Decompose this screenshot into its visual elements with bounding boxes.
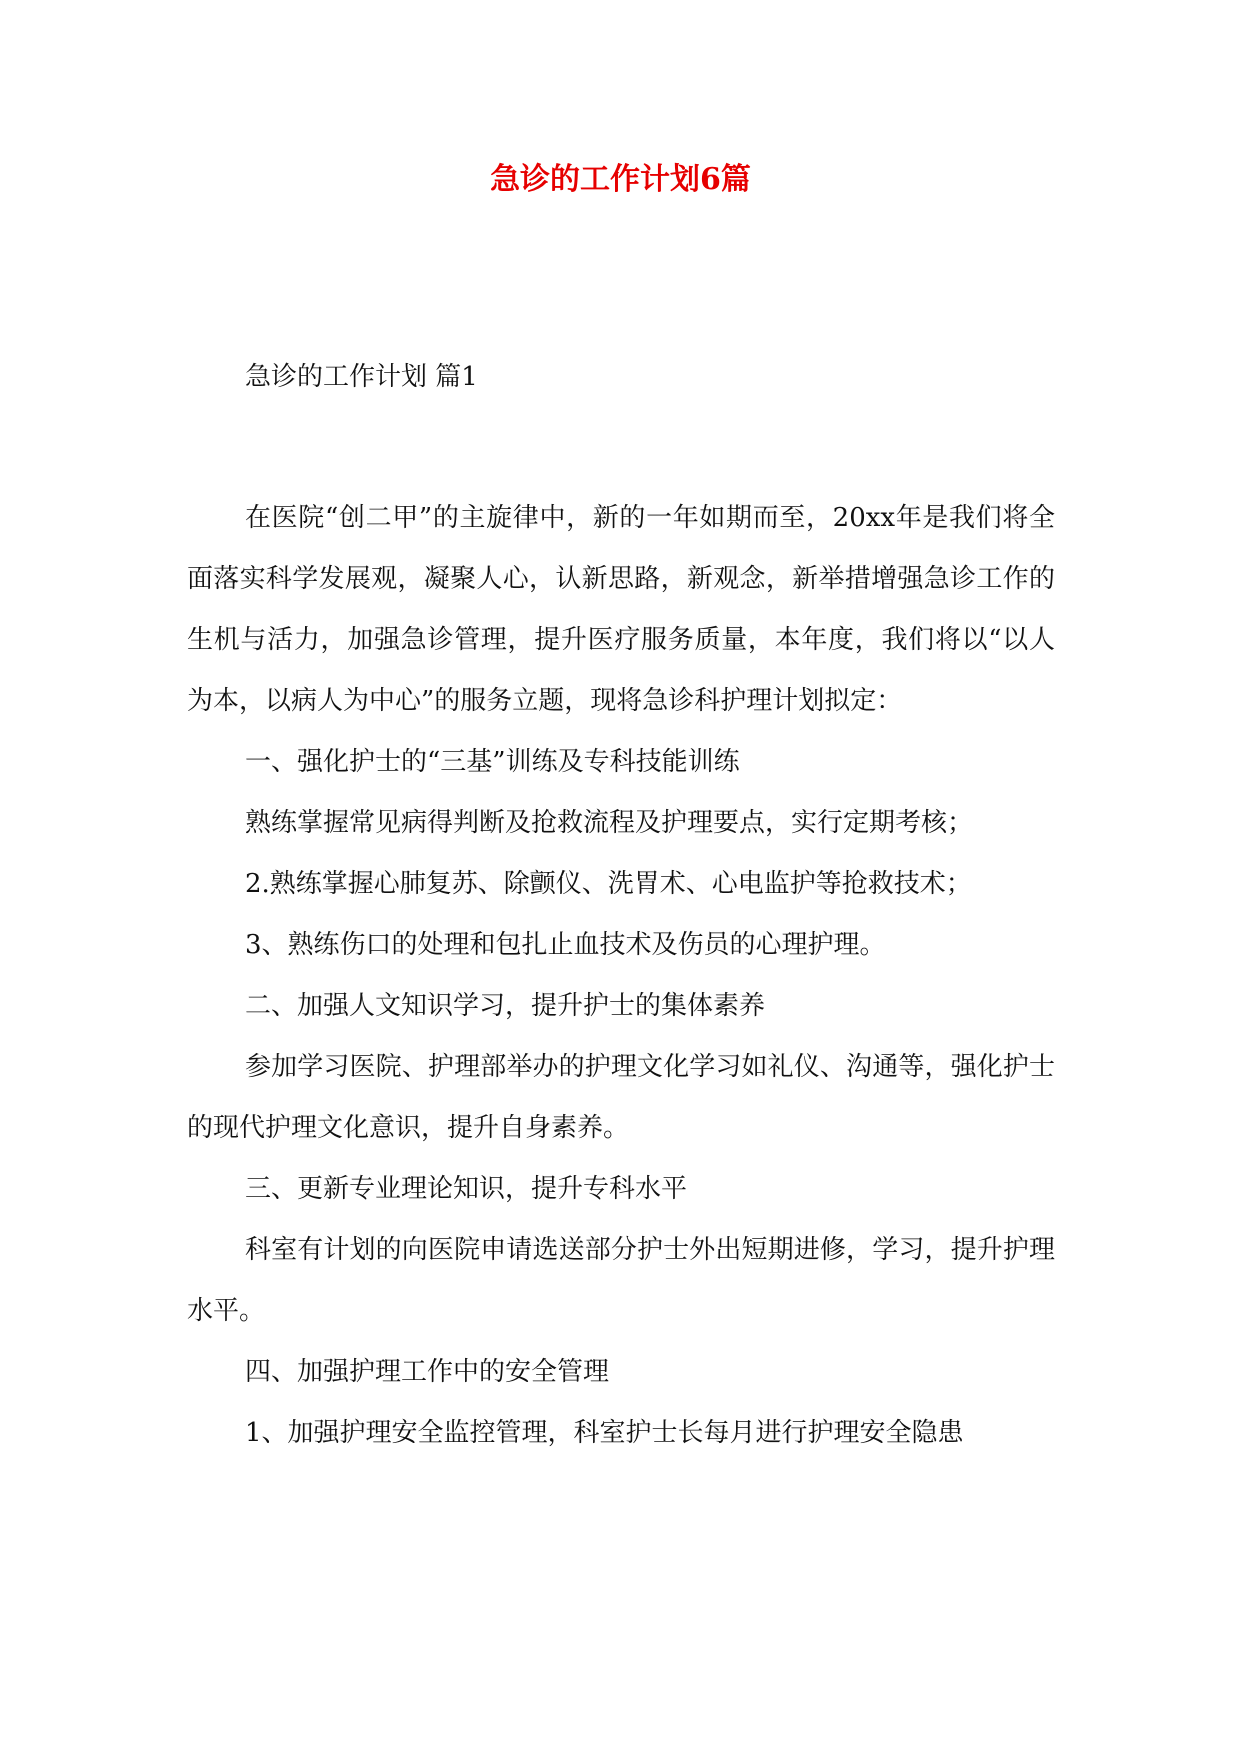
paragraph-heading-4: 四、加强护理工作中的安全管理 (245, 1357, 610, 1387)
paragraph-heading-2: 二、加强人文知识学习，提升护士的集体素养 (245, 991, 766, 1021)
paragraph-item: 3、熟练伤口的处理和包扎止血技术及伤员的心理护理。 (245, 930, 886, 960)
document-title: 急诊的工作计划6篇 (490, 162, 751, 197)
paragraph-item: 1、加强护理安全监控管理，科室护士长每月进行护理安全隐患 (245, 1418, 964, 1448)
paragraph-item: 科室有计划的向医院申请选送部分护士外出短期进修，学习，提升护理水平。 (187, 1235, 1055, 1326)
section-heading: 急诊的工作计划 篇1 (245, 362, 478, 392)
paragraph-item: 熟练掌握常见病得判断及抢救流程及护理要点，实行定期考核； (245, 808, 974, 838)
document-body (187, 488, 1055, 1464)
paragraph-item: 2.熟练掌握心肺复苏、除颤仪、洗胃术、心电监护等抢救技术； (245, 869, 972, 899)
paragraph-heading-1: 一、强化护士的“三基”训练及专科技能训练 (245, 747, 740, 777)
paragraph-heading-3: 三、更新专业理论知识，提升专科水平 (245, 1174, 688, 1204)
paragraph-item: 参加学习医院、护理部举办的护理文化学习如礼仪、沟通等，强化护士的现代护理文化意识，提升自身素养。 (187, 1052, 1055, 1143)
paragraph-intro: 在医院“创二甲”的主旋律中，新的一年如期而至，20xx年是我们将全面落实科学发展观，凝聚人心，认新思路，新观念，新举措增强急诊工作的生机与活力，加强急诊管理，提升医疗服务质量，本年度，我们将以“以人为本，以病人为中心”的服务立题，现将急诊科护理计划拟定： (187, 503, 1055, 716)
